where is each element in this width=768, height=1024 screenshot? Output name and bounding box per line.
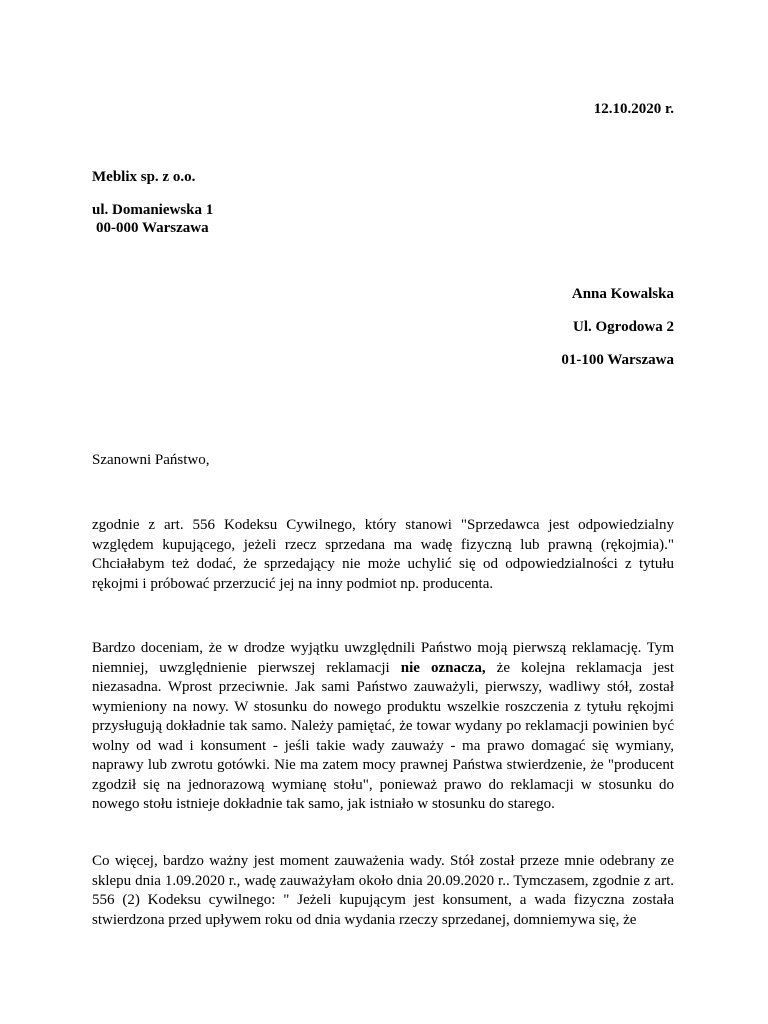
paragraph-1: zgodnie z art. 556 Kodeksu Cywilnego, który stanowi "Sprzedawca jest odpowiedzialny względem kupującego, jeżeli rzecz sprzedana ma wadę fizyczną lub prawną (rękojmia)." Chciałabym też dodać, że sprzedający nie może uchylić się od odpowiedzialności z tytułu rękojmi i próbować przerzucić jej na inny podmiot np. producenta. <box>92 517 674 592</box>
paragraph-2-emphasis: nie oznacza, <box>400 659 486 676</box>
paragraph-3: Co więcej, bardzo ważny jest moment zauważenia wady. Stół został przeze mnie odebrany ze sklepu dnia 1.09.2020 r., wadę zauważyłam około dnia 20.09.2020 r.. Tymczasem, zgodnie z art. 556 (2) Kodeksu cywilnego: " Jeżeli kupującym jest konsument, a wada fizyczna została stwierdzona przed upływem roku od dnia wydania rzeczy sprzedanej, domniemywa się, że <box>92 853 674 928</box>
sender-street: Ul. Ogrodowa 2 <box>573 319 674 335</box>
recipient-street: ul. Domaniewska 1 <box>92 202 214 218</box>
sender-city: 01-100 Warszawa <box>561 352 674 368</box>
sender-name: Anna Kowalska <box>571 286 674 302</box>
paragraph-2-text-b: że kolejna reklamacja jest niezasadna. Wprost przeciwnie. Jak sami Państwo zauważyli, pierwszy, wadliwy stół, został wymieniony na nowy. W stosunku do nowego produktu wszelkie roszczenia z tytułu rękojmi przysługują dokładnie tak samo. Należy pamiętać, że towar wydany po reklamacji powinien być wolny od wad i konsument - jeśli takie wady zauważy - ma prawo domagać się wymiany, naprawy lub zwrotu gotówki. Nie ma zatem mocy prawnej Państwa stwierdzenie, że "producent zgodził się na jednorazową wymianę stołu", ponieważ prawo do reklamacji w stosunku do nowego stołu istnieje dokładnie tak samo, jak istniało w stosunku do starego. <box>92 659 674 812</box>
salutation: Szanowni Państwo, <box>92 452 210 468</box>
recipient-city: 00-000 Warszawa <box>96 220 209 236</box>
paragraph-2 <box>92 639 674 815</box>
letter-date: 12.10.2020 r. <box>593 101 674 117</box>
recipient-company: Meblix sp. z o.o. <box>92 169 196 185</box>
paragraph-2-text-a: Bardzo doceniam, że w drodze wyjątku uwzględnili Państwo moją pierwszą reklamację. Tym niemniej, uwzględnienie pierwszej reklamacji <box>92 640 674 676</box>
